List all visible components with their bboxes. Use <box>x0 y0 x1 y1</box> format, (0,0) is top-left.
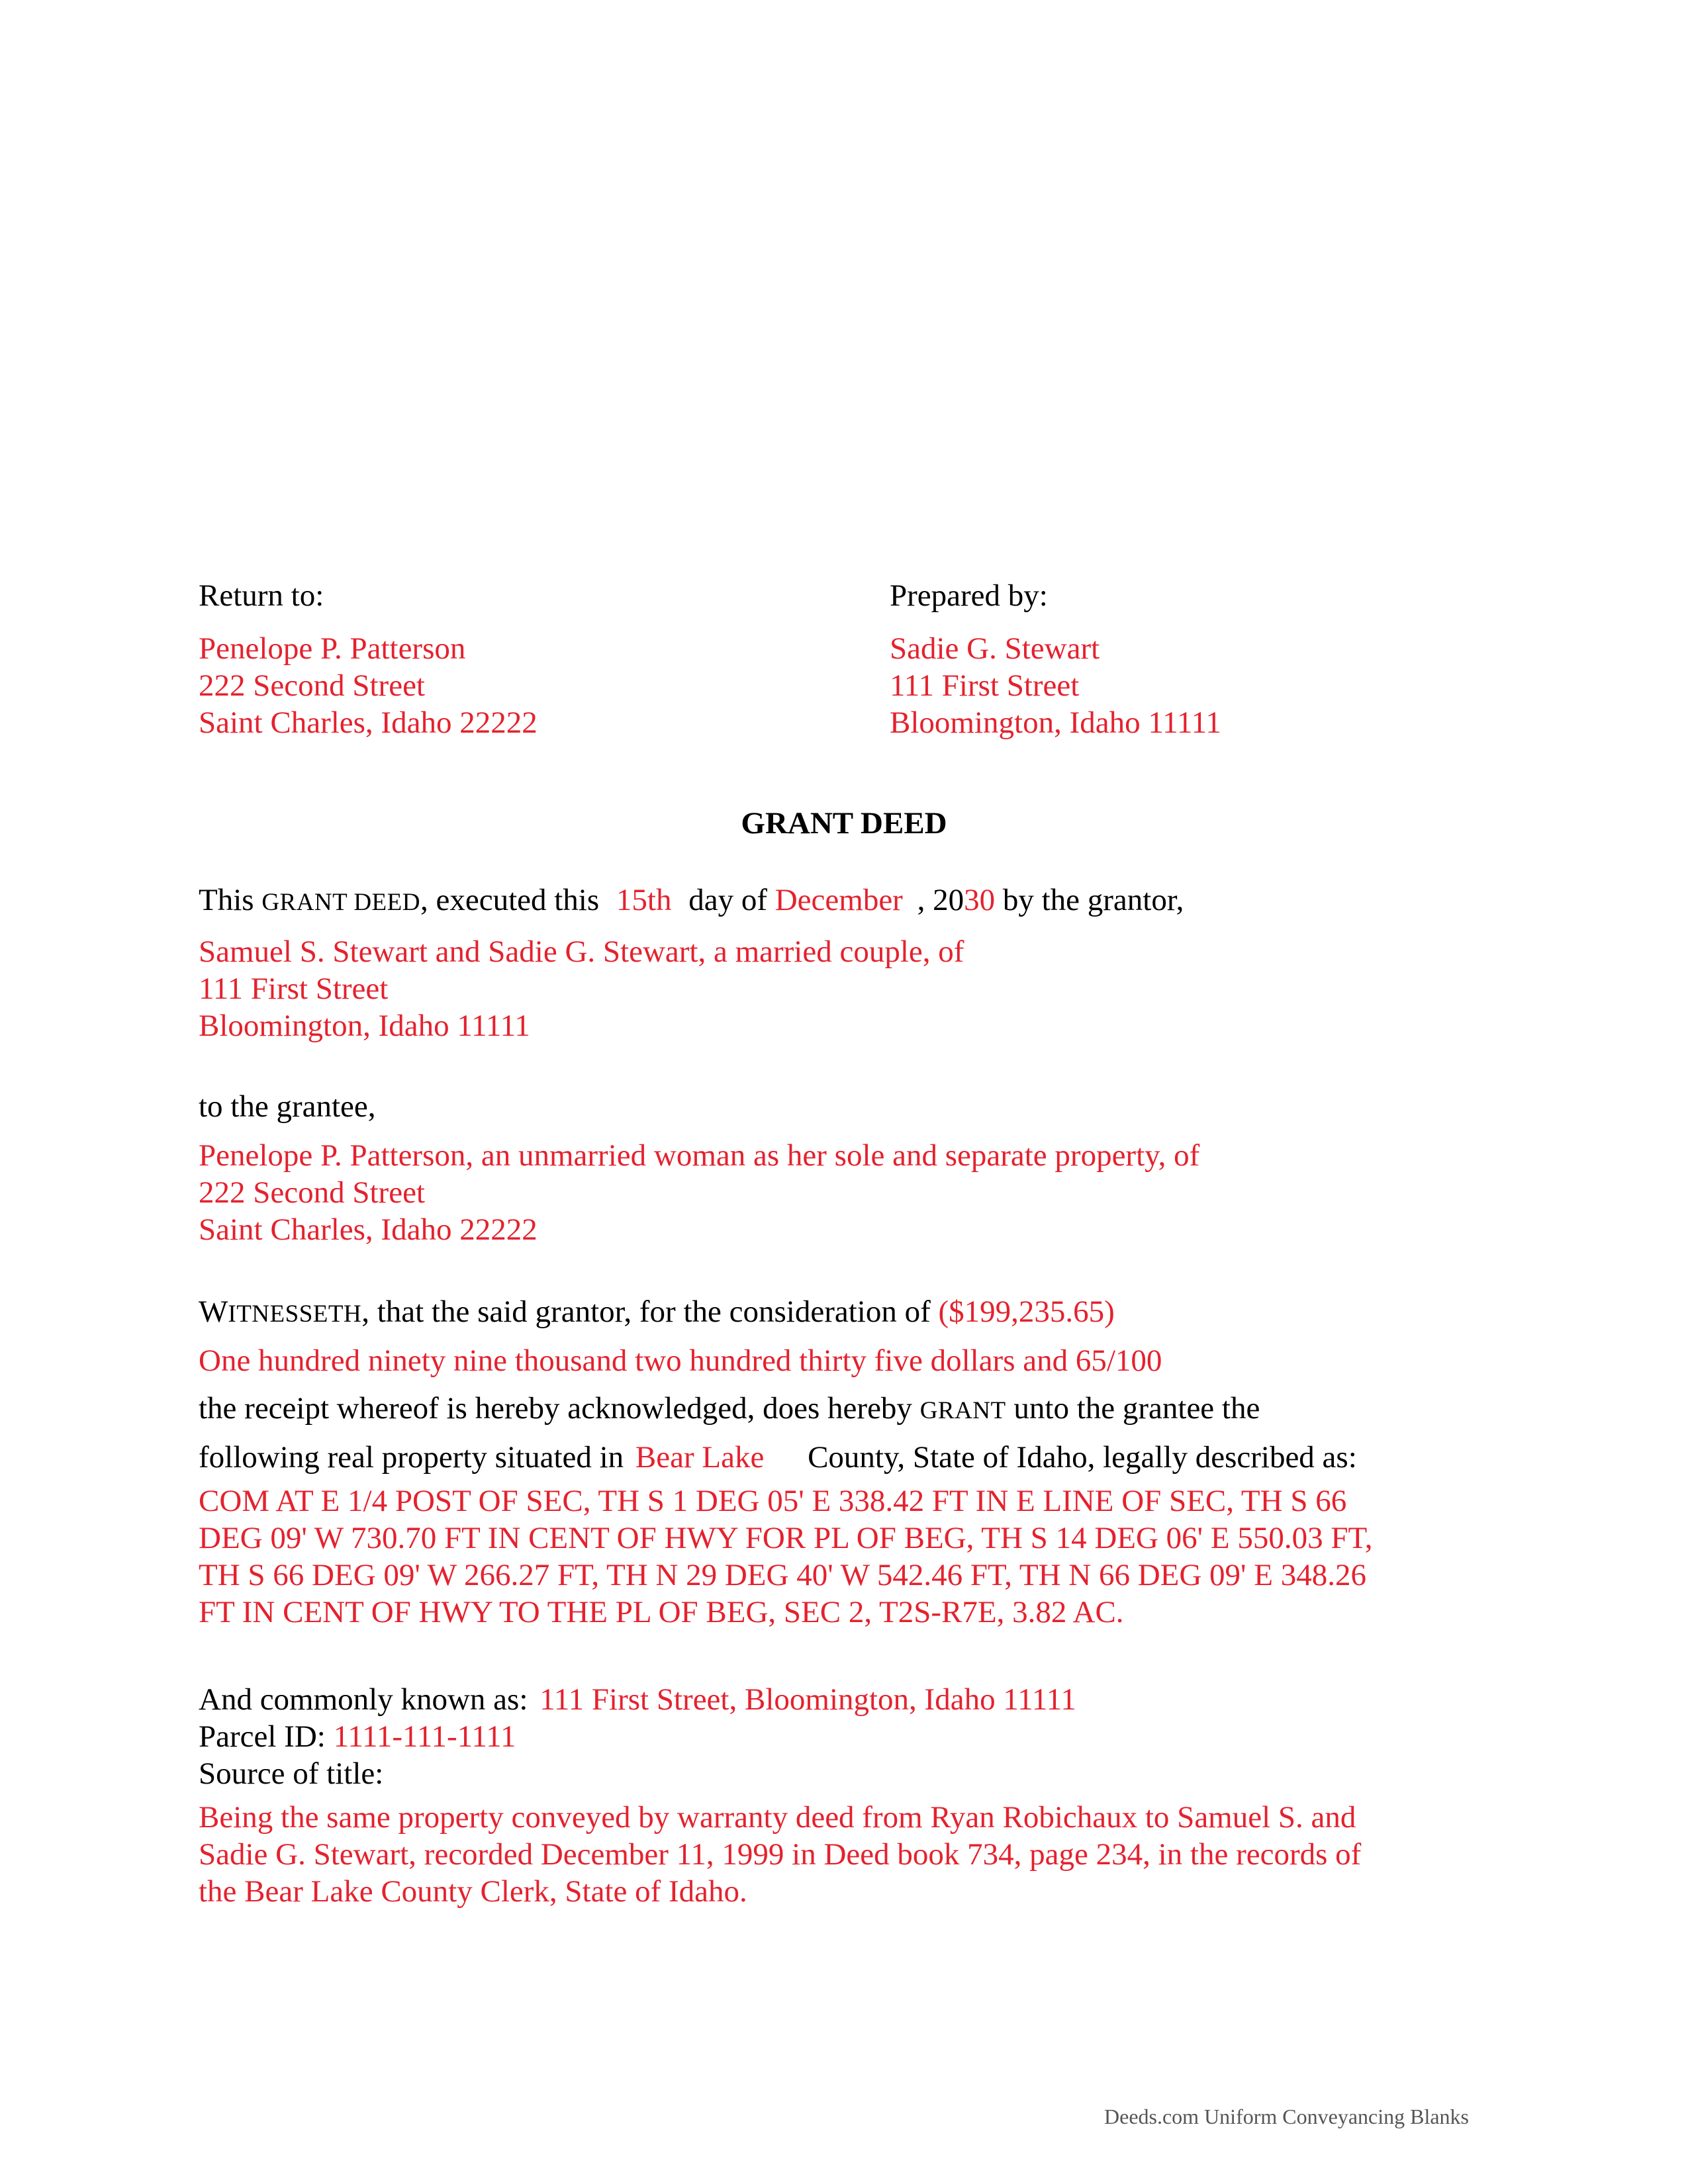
prepared-by-address <box>890 630 1221 741</box>
prepared-by-street: 111 First Street <box>890 668 1080 703</box>
return-to-street: 222 Second Street <box>199 668 425 703</box>
known-as-label: And commonly known as: <box>199 1682 528 1717</box>
grantee-city: Saint Charles, Idaho 22222 <box>199 1212 538 1247</box>
grantee-block <box>199 1137 1199 1248</box>
consideration-words: One hundred ninety nine thousand two hundred thirty five dollars and 65/100 <box>199 1343 1162 1378</box>
by-grantor-text: by the grantor, <box>1002 883 1184 917</box>
prepared-by-label <box>890 577 1048 614</box>
grantee-street: 222 Second Street <box>199 1175 425 1210</box>
return-to-label <box>199 577 324 614</box>
day-of-text: day of <box>688 883 767 917</box>
legal-description-line: DEG 09' W 730.70 FT IN CENT OF HWY FOR PL OF BEG, TH S 14 DEG 06' E 550.03 FT, <box>199 1521 1373 1555</box>
executed-text: , executed this <box>420 883 600 917</box>
witnesseth-line <box>199 1293 1115 1333</box>
receipt-text-2: unto the grantee the <box>1013 1391 1260 1426</box>
grant-word: GRANT <box>919 1397 1006 1424</box>
execution-month: December <box>774 883 903 917</box>
following-text: following real property situated in <box>199 1440 624 1475</box>
parcel-line <box>199 1718 516 1755</box>
grant-deed-smallcaps: GRANT DEED <box>261 889 420 916</box>
source-of-title-label: Source of title: <box>199 1756 384 1791</box>
grantor-street: 111 First Street <box>199 972 389 1006</box>
legal-description-line: FT IN CENT OF HWY TO THE PL OF BEG, SEC 2, T2S-R7E, 3.82 AC. <box>199 1595 1124 1629</box>
source-of-title-line: Being the same property conveyed by warranty deed from Ryan Robichaux to Samuel S. and <box>199 1800 1356 1835</box>
grantor-block <box>199 933 964 1044</box>
prepared-by-city: Bloomington, Idaho 11111 <box>890 705 1221 740</box>
parcel-value: 1111-111-1111 <box>333 1719 516 1754</box>
return-to-name: Penelope P. Patterson <box>199 631 466 666</box>
execution-year: 30 <box>964 883 996 917</box>
witnesseth-label: WITNESSETH <box>199 1295 362 1329</box>
grantee-names: Penelope P. Patterson, an unmarried woman as her sole and separate property, of <box>199 1138 1200 1173</box>
execution-line <box>199 882 1184 921</box>
source-of-title-line: Sadie G. Stewart, recorded December 11, 1999 in Deed book 734, page 234, in the records of <box>199 1837 1362 1872</box>
return-to-label-text: Return to: <box>199 578 324 613</box>
return-to-address <box>199 630 538 741</box>
legal-description <box>199 1482 1372 1631</box>
known-as-line <box>199 1681 1076 1718</box>
prepared-by-label-text: Prepared by: <box>890 578 1048 613</box>
known-as-value: 111 First Street, Bloomington, Idaho 11111 <box>539 1682 1076 1717</box>
legal-description-line: COM AT E 1/4 POST OF SEC, TH S 1 DEG 05' E 338.42 FT IN E LINE OF SEC, TH S 66 <box>199 1484 1347 1518</box>
source-of-title-line: the Bear Lake County Clerk, State of Idaho. <box>199 1874 747 1909</box>
county-state-text: County, State of Idaho, legally described as: <box>808 1440 1357 1475</box>
witnesseth-text: , that the said grantor, for the consideration of <box>361 1295 931 1329</box>
document-title: GRANT DEED <box>741 806 947 841</box>
footer-text: Deeds.com Uniform Conveyancing Blanks <box>1104 2105 1469 2128</box>
parcel-label: Parcel ID: <box>199 1719 326 1754</box>
this-text: This <box>199 883 254 917</box>
execution-day: 15th <box>616 883 672 917</box>
witnesseth-label-rest: ITNESSETH <box>228 1300 362 1328</box>
to-grantee-text: to the grantee, <box>199 1089 376 1124</box>
consideration-amount: ($199,235.65) <box>938 1295 1115 1329</box>
return-to-city: Saint Charles, Idaho 22222 <box>199 705 538 740</box>
property-location-line <box>199 1439 1357 1476</box>
legal-description-line: TH S 66 DEG 09' W 266.27 FT, TH N 29 DEG 40' W 542.46 FT, TH N 66 DEG 09' E 348.26 <box>199 1558 1366 1592</box>
source-of-title-text <box>199 1799 1361 1910</box>
prepared-by-name: Sadie G. Stewart <box>890 631 1100 666</box>
grantor-city: Bloomington, Idaho 11111 <box>199 1009 530 1043</box>
receipt-text-1: the receipt whereof is hereby acknowledged, does hereby <box>199 1391 912 1426</box>
receipt-line <box>199 1390 1260 1430</box>
year-prefix: , 20 <box>917 883 964 917</box>
grantor-names: Samuel S. Stewart and Sadie G. Stewart, a married couple, of <box>199 934 964 969</box>
county-name: Bear Lake <box>635 1440 765 1475</box>
